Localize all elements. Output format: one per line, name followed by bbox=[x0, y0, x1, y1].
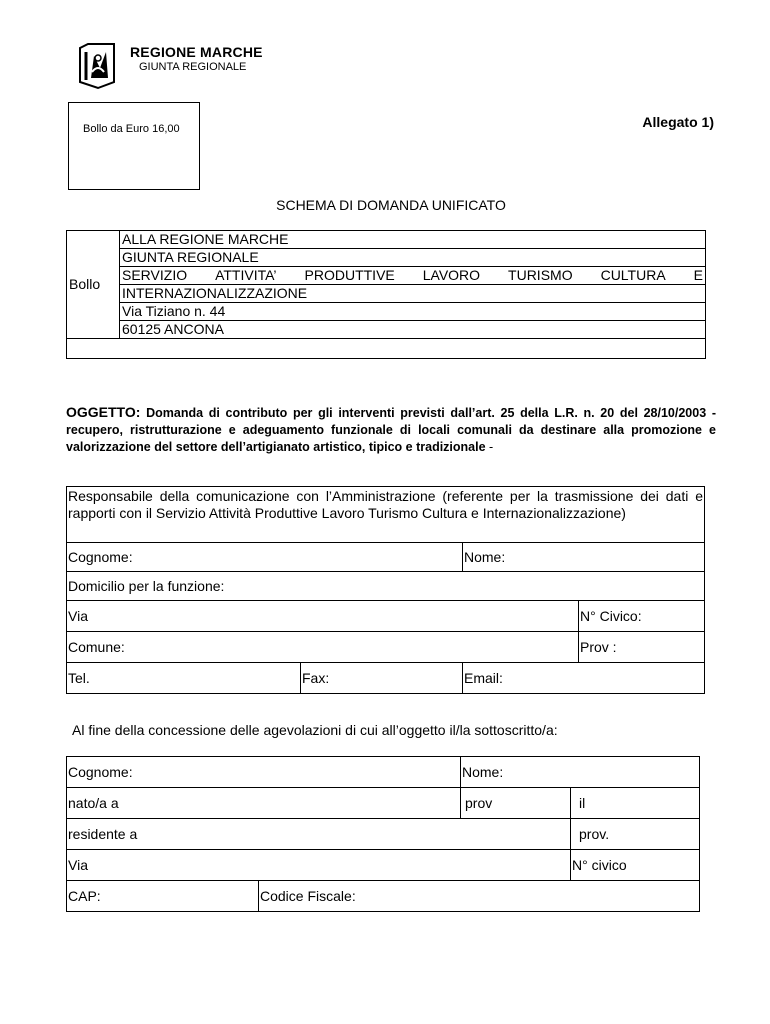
addressee-line: GIUNTA REGIONALE bbox=[120, 249, 706, 267]
subject-paragraph bbox=[66, 404, 716, 456]
org-name: REGIONE MARCHE bbox=[130, 44, 263, 60]
contact-province-field[interactable]: Prov : bbox=[579, 632, 705, 663]
addressee-line: Via Tiziano n. 44 bbox=[120, 303, 706, 321]
addressee-word: E bbox=[693, 267, 703, 283]
org-subtitle: GIUNTA REGIONALE bbox=[139, 61, 247, 73]
contact-city-field[interactable]: Comune: bbox=[67, 632, 579, 663]
addressee-line: 60125 ANCONA bbox=[120, 321, 706, 339]
applicant-civic-field[interactable]: N° civico bbox=[571, 850, 700, 881]
subject-text: Domanda di contributo per gli interventi previsti dall’art. 25 della L.R. n. 20 del 28/10/2003 - recupero, ristrutturazione e adeguamento funzionale di locali comunali da destinare alla promozione e valorizzazione del settore dell’artigianato artistico, tipico e tradizionale bbox=[66, 406, 716, 454]
applicant-street-field[interactable]: Via bbox=[67, 850, 571, 881]
stamp-label: Bollo da Euro 16,00 bbox=[83, 123, 180, 135]
addressee-word: PRODUTTIVE bbox=[304, 267, 395, 283]
subject-dash: - bbox=[485, 440, 494, 454]
addressee-line: ALLA REGIONE MARCHE bbox=[120, 231, 706, 249]
stamp-box bbox=[68, 102, 200, 190]
contact-street-field[interactable]: Via bbox=[67, 601, 579, 632]
contact-heading: Responsabile della comunicazione con l’Amministrazione (referente per la trasmissione dei dati e rapporti con il Servizio Attività Produttive Lavoro Turismo Cultura e Internazionalizzazione) bbox=[67, 487, 705, 543]
applicant-surname-field[interactable]: Cognome: bbox=[67, 757, 461, 788]
contact-surname-field[interactable]: Cognome: bbox=[67, 543, 463, 572]
contact-email-field[interactable]: Email: bbox=[463, 663, 705, 694]
applicant-postcode-field[interactable]: CAP: bbox=[67, 881, 259, 912]
applicant-birth-province-field[interactable]: prov bbox=[461, 788, 571, 819]
bollo-cell: Bollo bbox=[67, 231, 120, 339]
applicant-birthplace-field[interactable]: nato/a a bbox=[67, 788, 461, 819]
contact-fax-field[interactable]: Fax: bbox=[301, 663, 463, 694]
applicant-name-field[interactable]: Nome: bbox=[461, 757, 700, 788]
applicant-intro: Al fine della concessione delle agevolazioni di cui all’oggetto il/la sottoscritto/a: bbox=[72, 722, 558, 738]
regione-marche-logo-icon bbox=[74, 42, 120, 90]
addressee-word: ATTIVITA’ bbox=[215, 267, 277, 283]
applicant-tax-code-field[interactable]: Codice Fiscale: bbox=[259, 881, 700, 912]
attachment-label: Allegato 1) bbox=[642, 114, 714, 130]
subject-label: OGGETTO: bbox=[66, 404, 141, 420]
contact-phone-field[interactable]: Tel. bbox=[67, 663, 301, 694]
addressee-word: SERVIZIO bbox=[122, 267, 188, 283]
document-title: SCHEMA DI DOMANDA UNIFICATO bbox=[276, 197, 506, 213]
addressee-table bbox=[66, 230, 706, 359]
applicant-table bbox=[66, 756, 700, 912]
addressee-word: LAVORO bbox=[422, 267, 481, 283]
addressee-blank-row bbox=[67, 339, 706, 359]
contact-person-table bbox=[66, 486, 705, 694]
addressee-line-service bbox=[120, 267, 706, 285]
addressee-line: INTERNAZIONALIZZAZIONE bbox=[120, 285, 706, 303]
addressee-word: CULTURA bbox=[600, 267, 666, 283]
contact-domicile-label: Domicilio per la funzione: bbox=[67, 572, 705, 601]
applicant-residence-field[interactable]: residente a bbox=[67, 819, 571, 850]
applicant-birthdate-field[interactable]: il bbox=[571, 788, 700, 819]
addressee-word: TURISMO bbox=[508, 267, 573, 283]
contact-civic-field[interactable]: N° Civico: bbox=[579, 601, 705, 632]
contact-name-field[interactable]: Nome: bbox=[463, 543, 705, 572]
applicant-residence-province-field[interactable]: prov. bbox=[571, 819, 700, 850]
